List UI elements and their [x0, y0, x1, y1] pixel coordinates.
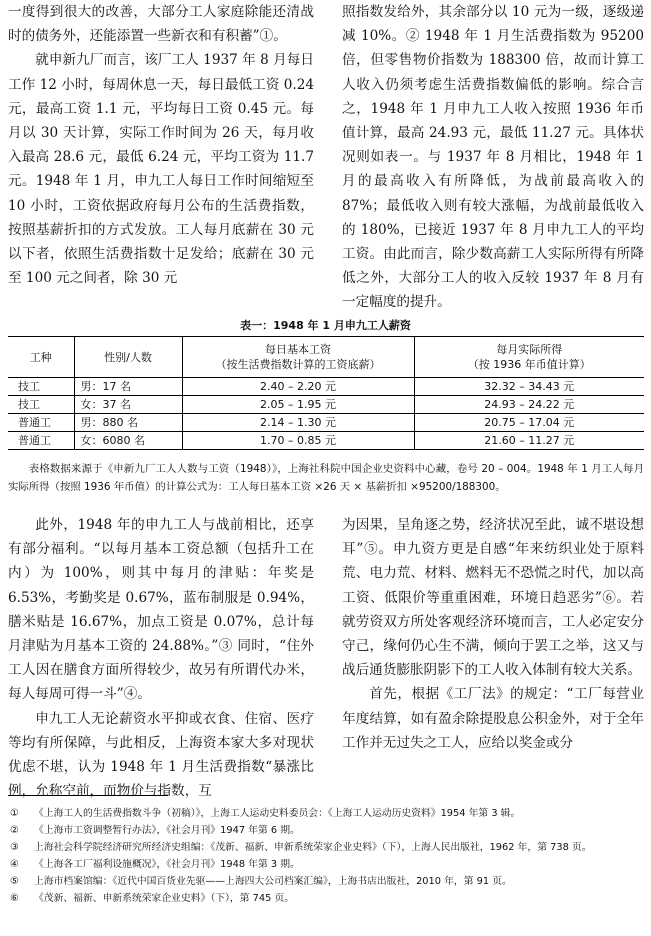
- footnote-text: 上海市档案馆编：《近代中国百货业先驱——上海四大公司档案汇编》，上海书店出版社，2010 年，第 91 页。: [34, 876, 512, 887]
- cell-type: 技工: [8, 378, 74, 396]
- footnote-mark: ②: [10, 825, 19, 836]
- footnote-text: 上海社会科学院经济研究所经济史组编：《茂新、福新、申新系统荣家企业史料》（下），上海人民出版社，1962 年，第 738 页。: [34, 842, 592, 853]
- footnote-separator: [8, 795, 168, 796]
- cell-gender-count: 男：17 名: [74, 378, 182, 396]
- footnote-mark: ④: [10, 859, 19, 870]
- header-income-line1: 每月实际所得: [496, 343, 563, 356]
- salary-table: [8, 336, 644, 450]
- footnote-mark: ⑥: [10, 893, 19, 904]
- cell-base-wage: 1.70 – 0.85 元: [182, 432, 414, 450]
- table-row: [8, 378, 644, 396]
- table-row: [8, 396, 644, 414]
- footnote-text: 《上海市工资调整暂行办法》，《社会月刊》1947 年第 6 期。: [34, 825, 300, 836]
- body-paragraph: 此外，1948 年的申九工人与战前相比，还享有部分福利。“以每月基本工资总额（包括升工在内）为 100%，则其中每月的津贴：年奖是 6.53%，考勤奖是 0.67%，蓝布制服是 0.94%，膳米贴是 16.67%，加点工资是 0.07%，总计每月津贴为月基本工资的 24.88%。”③ 同时，“住外工人因在膳食方面所得较少，故另有所谓代办米，每人每周可得一斗”④。: [8, 517, 314, 703]
- footnote-item: [8, 822, 644, 839]
- footnote-item: [8, 805, 644, 822]
- cell-type: 技工: [8, 396, 74, 414]
- footnote-item: [8, 856, 644, 873]
- cell-base-wage: 2.14 – 1.30 元: [182, 414, 414, 432]
- footnote-text: 《上海工人的生活费指数斗争（初稿）》，上海工人运动史料委员会：《上海工人运动历史资料》1954 年第 3 辑。: [34, 808, 521, 819]
- table-title: 表一：1948 年 1 月申九工人薪资: [240, 319, 411, 332]
- cell-base-wage: 2.05 – 1.95 元: [182, 396, 414, 414]
- footnote-item: [8, 873, 644, 890]
- footnote-item: [8, 839, 644, 856]
- table-row: [8, 414, 644, 432]
- header-base-wage-line2: （按生活费指数计算的工资底薪）: [215, 358, 381, 371]
- body-paragraph: 首先，根据《工厂法》的规定：“工厂每营业年度结算，如有盈余除提股息公积金外，对于全年工作并无过失之工人，应给以奖金或分: [342, 686, 644, 751]
- footnote-item: [8, 890, 644, 907]
- body-column-bottom-right: [342, 513, 644, 755]
- body-column-top-right: [342, 0, 644, 315]
- footnote-text: 《上海各工厂福利设施概况》，《社会月刊》1948 年第 3 期。: [34, 859, 300, 870]
- table-source-note: 表格数据来源于《申新九厂工人人数与工资（1948）》，上海社科院中国企业史资料中心藏，卷号 20 – 004。1948 年 1 月工人每月实际所得（按照 1936 年币值）的计算公式为：工人每日基本工资 ×26 天 × 基薪折扣 ×95200/188300。: [8, 463, 644, 493]
- body-column-bottom-left: [8, 513, 314, 803]
- header-income-line2: （按 1936 年币值计算）: [467, 358, 591, 371]
- cell-gender-count: 女：6080 名: [74, 432, 182, 450]
- footnote-mark: ③: [10, 842, 19, 853]
- cell-base-wage: 2.40 – 2.20 元: [182, 378, 414, 396]
- footnotes: [8, 805, 644, 907]
- body-paragraph: 一度得到很大的改善，大部分工人家庭除能还清战时的债务外，还能添置一些新衣和有积蓄”①。: [8, 4, 314, 45]
- header-monthly-income: [414, 337, 644, 378]
- cell-type: 普通工: [8, 432, 74, 450]
- cell-gender-count: 女：37 名: [74, 396, 182, 414]
- header-base-wage-line1: 每日基本工资: [265, 343, 331, 356]
- body-paragraph: 照指数发给外，其余部分以 10 元为一级，逐级递减 10%。② 1948 年 1 月生活费指数为 95200 倍，但零售物价指数为 188300 倍，故而计算工人收入仍须考虑生活费指数偏低的影响。综合言之，1948 年 1 月申九工人收入按照 1936 年币值计算，最高 24.93 元，最低 11.27 元。具体状况则如表一。与 1937 年 8 月相比，1948 年 1 月的最高收入有所降低，为战前最高收入的 87%；最低收入则有较大涨幅，为战前最低收入的 180%，已接近 1937 年 8 月申九工人的平均工资。由此而言，除少数高薪工人实际所得有所降低之外，大部分工人的收入反较 1937 年 8 月有一定幅度的提升。: [342, 4, 644, 311]
- footnote-mark: ①: [10, 808, 19, 819]
- table-row: [8, 432, 644, 450]
- cell-type: 普通工: [8, 414, 74, 432]
- footnote-mark: ⑤: [10, 876, 19, 887]
- cell-income: 24.93 – 24.22 元: [414, 396, 644, 414]
- table-header-row: [8, 337, 644, 378]
- cell-income: 32.32 – 34.43 元: [414, 378, 644, 396]
- body-column-top-left: [8, 0, 314, 290]
- body-paragraph: 为因果，呈角逐之势，经济状况至此，诚不堪设想耳”⑤。申九资方更是自感“年来纺织业处于原料荒、电力荒、材料、燃料无不恐慌之时代，加以高工资、低限价等重重困难，环境日趋恶劣”⑥。若就劳资双方所处客观经济环境而言，工人必定安分守己，缘何仍心生不满，倾向于罢工之举，这又与战后通货膨胀阴影下的工人收入体制有较大关系。: [342, 517, 644, 679]
- body-paragraph: 申九工人无论薪资水平抑或衣食、住宿、医疗等均有所保障，与此相反，上海资本家大多对现状优虑不堪，认为 1948 年 1 月生活费指数“暴涨比例，允称空前，而物价与指数，互: [8, 710, 314, 800]
- cell-gender-count: 男：880 名: [74, 414, 182, 432]
- cell-income: 21.60 – 11.27 元: [414, 432, 644, 450]
- header-base-wage: [182, 337, 414, 378]
- body-paragraph: 就申新九厂而言，该厂工人 1937 年 8 月每日工作 12 小时，每周休息一天，每日最低工资 0.24 元，最高工资 1.1 元，平均每日工资 0.45 元。每月以 30 天计算，实际工作时间为 26 天，每月收入最高 28.6 元，最低 6.24 元，平均工资为 11.7 元。1948 年 1 月，申九工人每日工作时间缩短至 10 小时，工资依据政府每月公布的生活费指数，按照基薪折扣的方式发放。工人每月底薪在 30 元以下者，依照生活费指数十足发给；底薪在 30 元至 100 元之间者，除 30 元: [8, 52, 314, 287]
- header-gender-count: 性别/人数: [74, 337, 182, 378]
- header-type: 工种: [8, 337, 74, 378]
- cell-income: 20.75 – 17.04 元: [414, 414, 644, 432]
- footnote-text: 《茂新、福新、申新系统荣家企业史料》（下），第 745 页。: [34, 893, 295, 904]
